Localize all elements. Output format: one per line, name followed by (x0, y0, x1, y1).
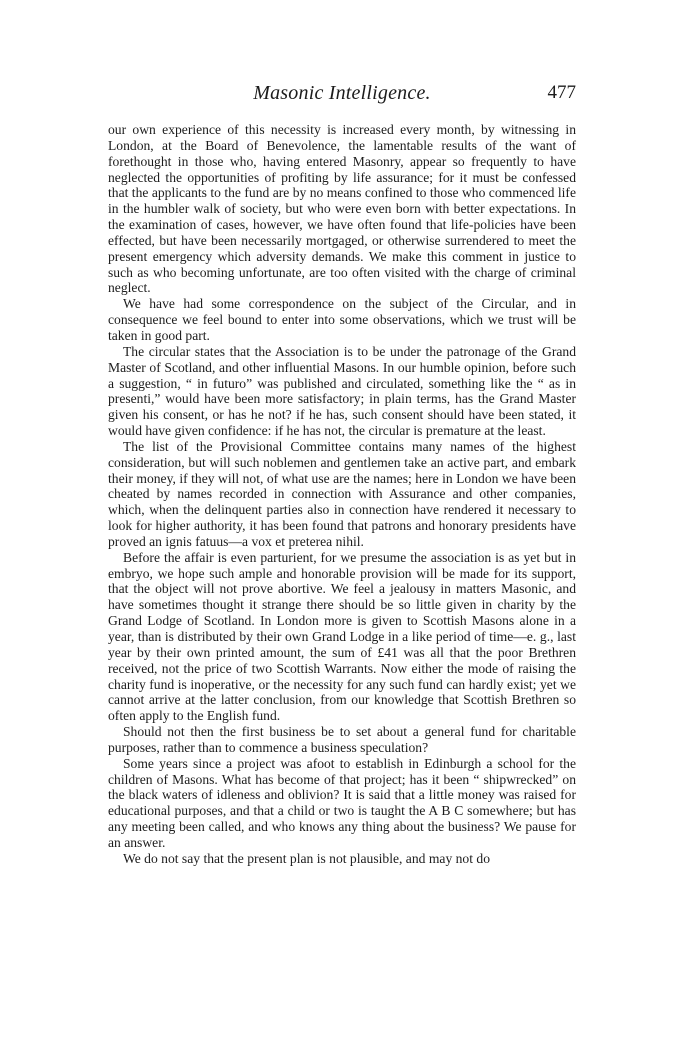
page-number: 477 (547, 82, 576, 103)
paragraph: The list of the Provisional Committee contains many names of the highest consideration, but will such noblemen and gentlemen take an active part, and embark their money, if they will not, of what use are the names; here in London we have been cheated by names recorded in connection with Assurance and other companies, which, when the delinquent parties also in connection have rendered it necessary to look for higher authority, it has been found that patrons and honorary presidents have proved an ignis fatuus—a vox et preterea nihil. (108, 438, 576, 549)
body-text (108, 122, 576, 867)
paragraph: We do not say that the present plan is not plausible, and may not do (123, 850, 490, 866)
paragraph: Some years since a project was afoot to establish in Edinburgh a school for the children of Masons. What has become of that project; has it been “ shipwrecked” on the black waters of idleness and oblivion? It is said that a little money was raised for educational purposes, and that a child or two is taught the A B C somewhere; but has any meeting been called, and who knows any thing about the business? We pause for an answer. (108, 755, 576, 850)
running-title: Masonic Intelligence. (253, 82, 431, 104)
paragraph: Should not then the first business be to set about a general fund for charitable purposes, rather than to commence a business speculation? (108, 724, 576, 755)
page-header (108, 80, 576, 110)
paragraph: Before the affair is even parturient, for we presume the association is as yet but in embryo, we hope such ample and honorable provision will be made for its support, that the object will not prove abortive. We feel a jealousy in matters Masonic, and have sometimes thought it strange there should be so little given in charity by the Grand Lodge of Scotland. In London more is given to Scottish Masons alone in a year, than is distributed by their own Grand Lodge in a like period of time—e. g., last year by their own printed amount, the sum of £41 was all that the poor Brethren received, not the price of two Scottish Warrants. Now either the mode of raising the charity fund is inoperative, or the necessity for any such fund can hardly exist; yet we cannot arrive at the latter conclusion, from our knowledge that Scottish Brethren so often apply to the English fund. (108, 549, 576, 724)
paragraph: our own experience of this necessity is increased every month, by witnessing in London, at the Board of Benevolence, the lamentable results of the want of forethought in those who, having entered Masonry, appear so frequently to have neglected the opportunities of profiting by life assurance; for it must be confessed that the applicants to the fund are by no means confined to those who commenced life in the humbler walk of society, but who were even born with better expectations. In the examination of cases, however, we have often found that life-policies have been effected, but have been necessarily mortgaged, or otherwise surrendered to meet the present emergency which adversity demands. We make this comment in justice to such as who becoming unfortunate, are too often visited with the charge of criminal neglect. (108, 122, 576, 296)
paragraph: The circular states that the Association is to be under the patronage of the Grand Master of Scotland, and other influential Masons. In our humble opinion, before such a suggestion, “ in futuro” was published and circulated, something like the “ as in presenti,” would have been more satisfactory; in plain terms, has the Grand Master given his consent, or has he not? if he has, such consent should have been stated, it would have given confidence: if he has not, the circular is premature at the least. (108, 343, 576, 439)
paragraph: We have had some correspondence on the subject of the Circular, and in consequence we feel bound to enter into some observations, which we trust will be taken in good part. (108, 296, 576, 343)
